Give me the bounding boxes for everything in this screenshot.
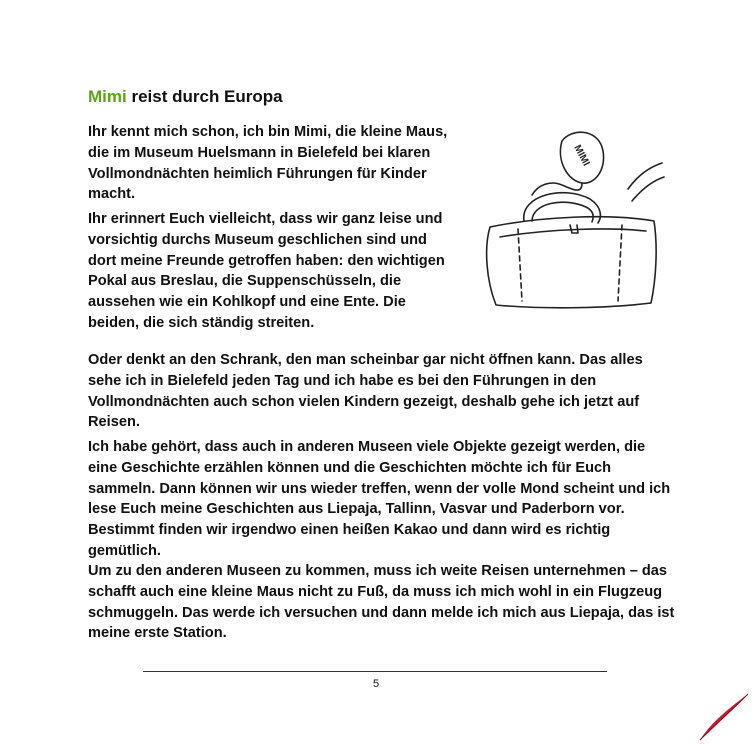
title-accent: Mimi — [88, 87, 127, 106]
paragraph-5: Um zu den anderen Museen zu kommen, muss ich weite Reisen unternehmen – das schafft auch eine kleine Maus nicht zu Fuß, da muss ich mich wohl in ein Flugzeug schmuggeln. Das werde ich versuchen und dann melde ich mich aus Liepaja, das ist meine erste Station. — [88, 563, 675, 642]
paragraph-1: Ihr kennt mich schon, ich bin Mimi, die kleine Maus, die im Museum Huelsmann in Bielefeld bei klaren Vollmondnächten heimlich Führungen für Kinder macht. — [88, 124, 448, 203]
page-title — [88, 87, 283, 107]
footer-divider — [143, 671, 607, 672]
paragraph-3: Oder denkt an den Schrank, den man scheinbar gar nicht öffnen kann. Das alles sehe ich in Bielefeld jeden Tag und ich habe es bei den Führungen in den Vollmondnächten auch schon vielen Kindern gezeigt, deshalb gehe ich jetzt auf Reisen. — [88, 352, 643, 431]
page-curl-icon[interactable] — [694, 690, 750, 742]
title-rest: reist durch Europa — [131, 87, 283, 106]
page-number: 5 — [372, 678, 380, 690]
suitcase-balloon-sketch-icon — [478, 125, 668, 315]
paragraph-2: Ihr erinnert Euch vielleicht, dass wir ganz leise und vorsichtig durchs Museum geschlichen sind und dort meine Freunde getroffen haben: den wichtigen Pokal aus Breslau, die Suppenschüsseln, die aussehen wie ein Kohlkopf und eine Ente. Die beiden, die sich ständig streiten. — [88, 211, 445, 331]
balloon-label: MIMI — [571, 143, 592, 169]
paragraph-4: Ich habe gehört, dass auch in anderen Museen viele Objekte gezeigt werden, die eine Geschichte erzählen können und die Geschichten möchte ich für Euch sammeln. Dann können wir uns wieder treffen, wenn der volle Mond scheint und ich lese Euch meine Geschichten aus Liepaja, Tallinn, Vasvar und Paderborn vor. Bestimmt finden wir irgendwo einen heißen Kakao und dann wird es richtig gemütlich. — [88, 439, 671, 559]
